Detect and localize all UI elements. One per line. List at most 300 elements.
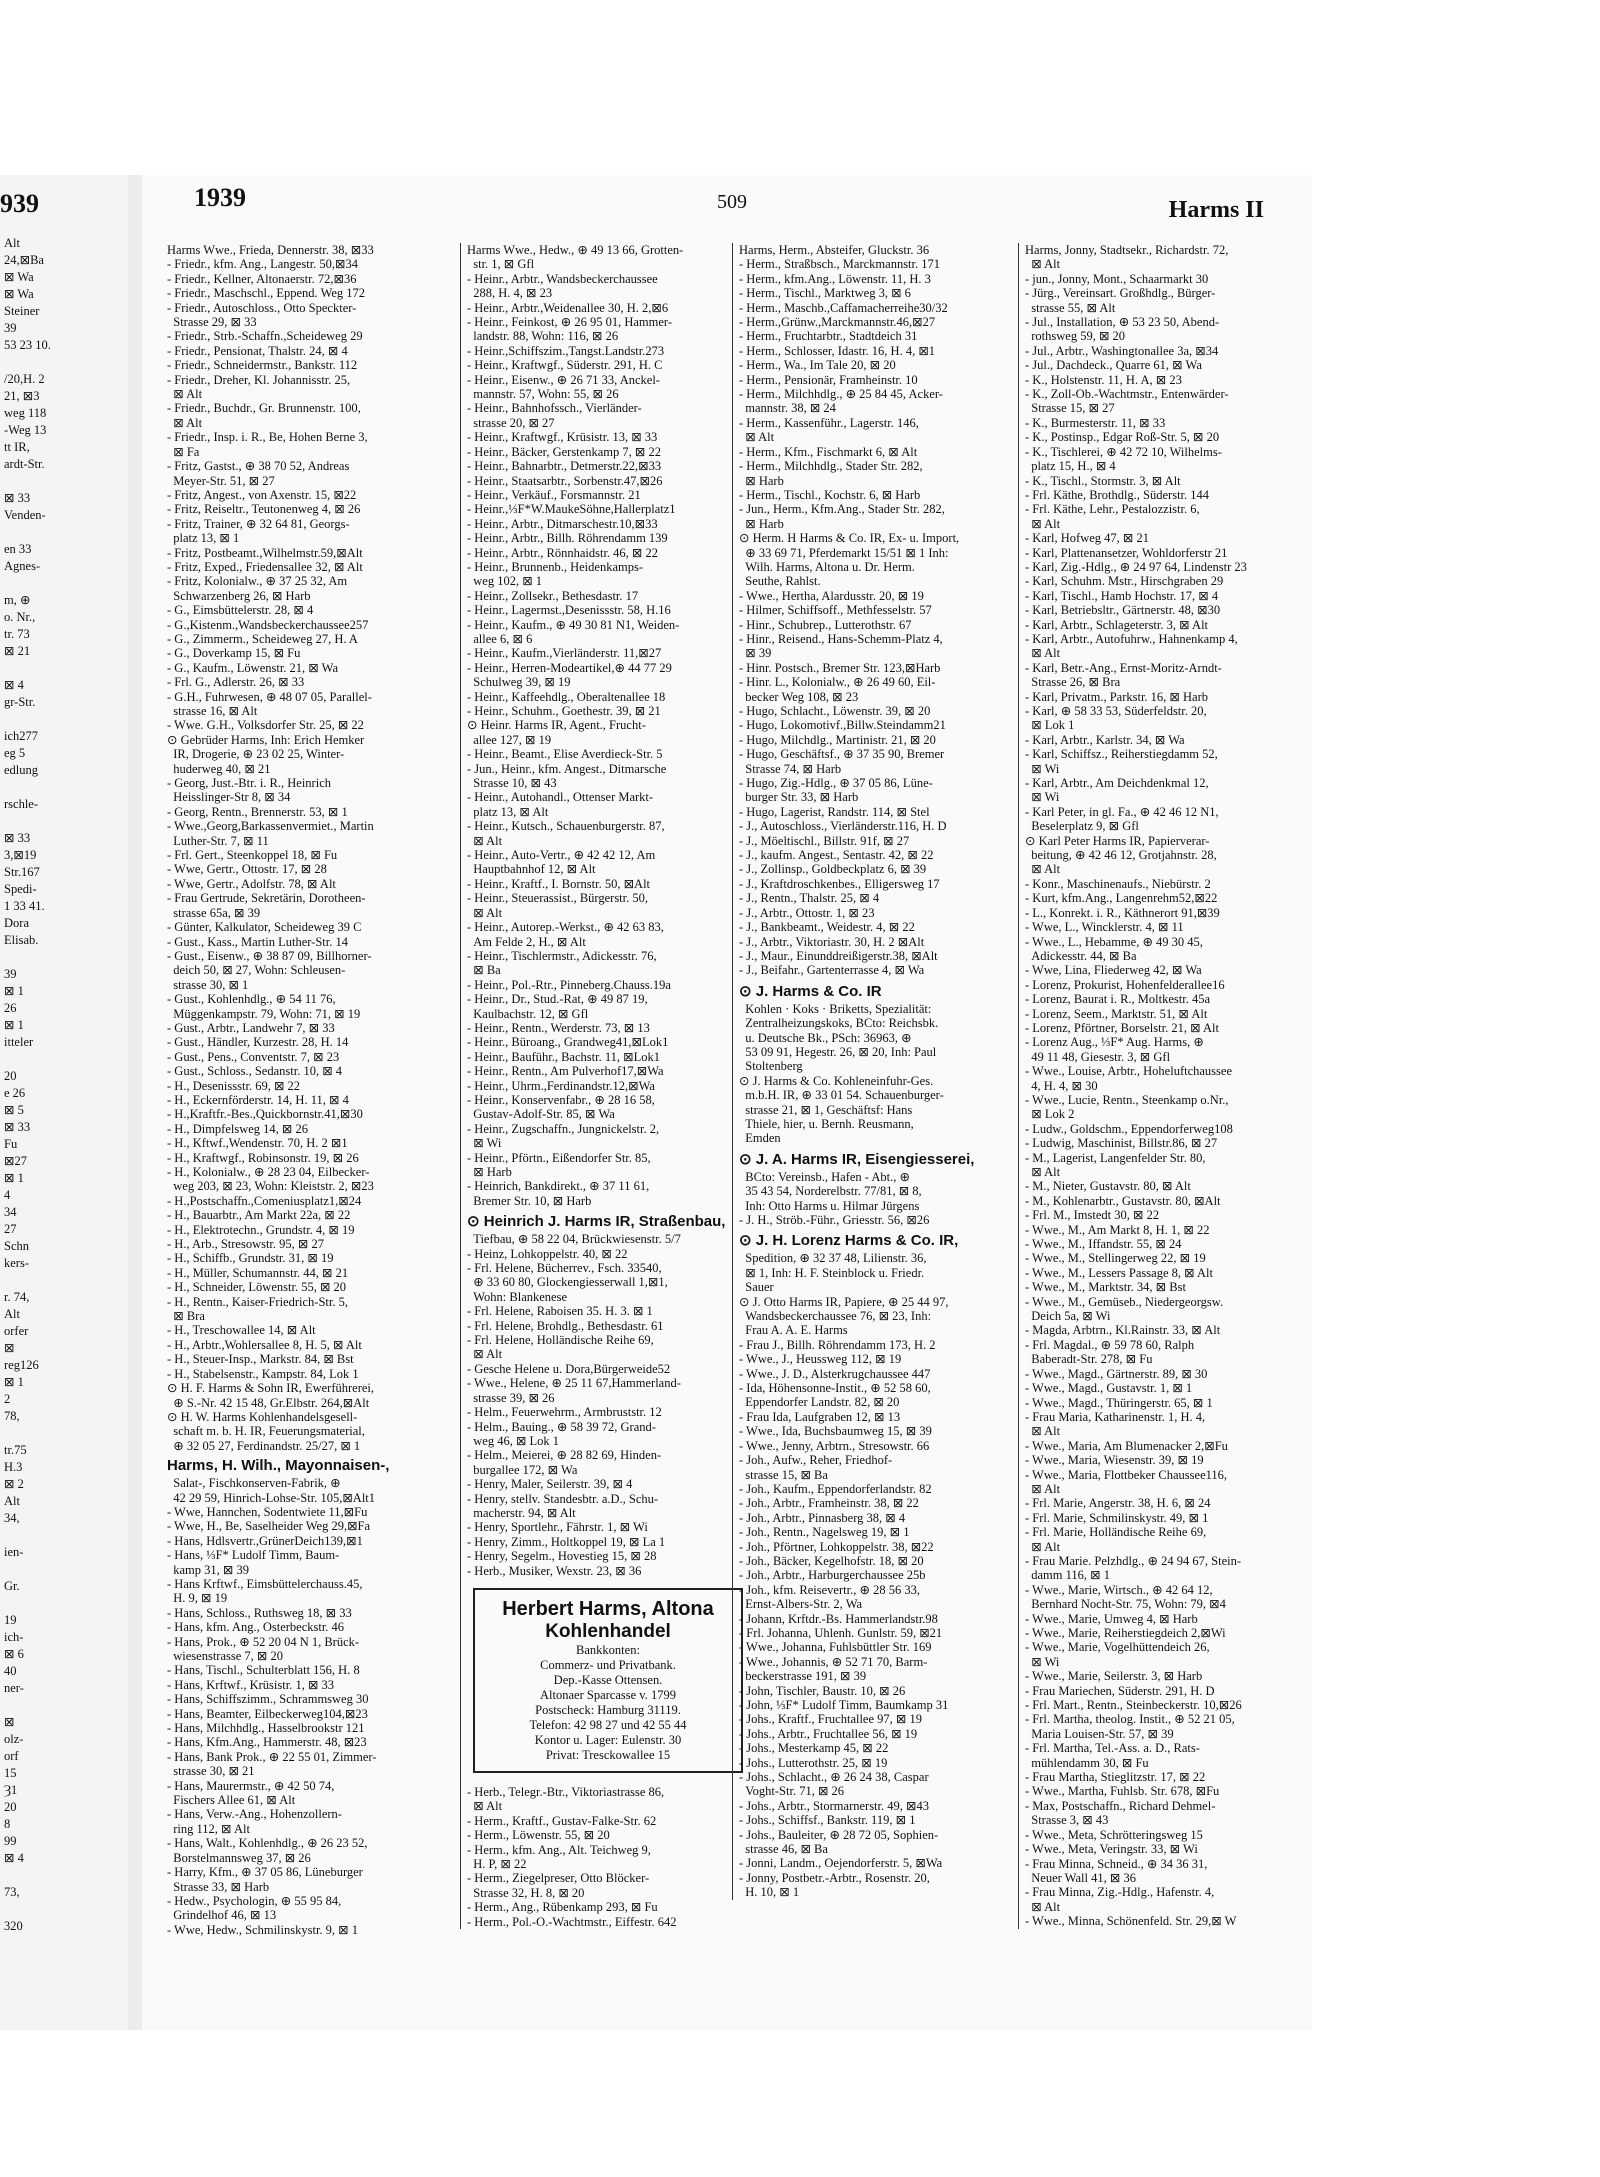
directory-entry: - Frl. Martha, Tel.-Ass. a. D., Rats-: [1025, 1741, 1200, 1756]
directory-entry: H. 10, ⊠ 1: [739, 1885, 800, 1900]
directory-entry: - Heinr., Staatsarbtr., Sorbenstr.47,⊠26: [467, 473, 663, 488]
previous-page-fragment: [4, 1595, 126, 1612]
directory-entry: - Herm., Wa., Im Tale 20, ⊠ 20: [739, 358, 896, 373]
directory-entry: - Gust., Arbtr., Landwehr 7, ⊠ 33: [167, 1020, 335, 1035]
directory-entry: Strasse 10, ⊠ 43: [467, 776, 557, 791]
directory-entry: - Joh., Bäcker, Kegelhofstr. 18, ⊠ 20: [739, 1553, 924, 1568]
directory-entry: - Hugo, Zig.-Hdlg., ⊕ 37 05 86, Lüne-: [739, 776, 933, 791]
directory-entry: - Friedr., Maschschl., Eppend. Weg 172: [167, 286, 366, 301]
previous-page-fragment: Alt: [4, 1307, 20, 1321]
directory-entry: damm 116, ⊠ 1: [1025, 1568, 1111, 1583]
directory-entry: - Friedr., Pensionat, Thalstr. 24, ⊠ 4: [167, 343, 348, 358]
directory-entry: weg 102, ⊠ 1: [467, 574, 543, 589]
directory-entry: - Hinr. L., Kolonialw., ⊕ 26 49 60, Eil-: [739, 675, 936, 690]
directory-entry: - Gust., Kass., Martin Luther-Str. 14: [167, 934, 348, 949]
directory-entry: Tiefbau, ⊕ 58 22 04, Brückwiesenstr. 5/7: [467, 1232, 681, 1247]
directory-entry: IR, Drogerie, ⊕ 23 02 25, Winter-: [167, 747, 345, 762]
directory-entry: - Hinr., Schubrep., Lutterothstr. 67: [739, 617, 912, 632]
directory-entry: - Fritz, Trainer, ⊕ 32 64 81, Georgs-: [167, 516, 350, 531]
previous-page-fragment: ⊠ 1: [4, 1375, 24, 1389]
directory-entry: Deich 5a, ⊠ Wi: [1025, 1309, 1111, 1324]
directory-entry: - Joh., Arbtr., Harburgerchaussee 25b: [739, 1568, 926, 1583]
directory-page: [142, 175, 1312, 2030]
directory-entry: - Wwe., J., Heussweg 112, ⊠ 19: [739, 1352, 902, 1367]
previous-page-fragment: itteler: [4, 1035, 34, 1049]
directory-entry: - Wwe., Helene, ⊕ 25 11 67,Hammerland-: [467, 1376, 681, 1391]
page-number: 509: [717, 191, 747, 213]
directory-entry: - Lorenz, Prokurist, Hohenfelderallee16: [1025, 977, 1225, 992]
directory-entry: - Ludwig, Maschinist, Billstr.86, ⊠ 27: [1025, 1136, 1218, 1151]
directory-entry: macherstr. 94, ⊠ Alt: [467, 1505, 576, 1520]
directory-entry: - Fritz, Reiseltr., Teutonenweg 4, ⊠ 26: [167, 502, 361, 517]
directory-entry: - Wwe., Magd., Gärtnerstr. 89, ⊠ 30: [1025, 1366, 1208, 1381]
directory-entry: - Jonni, Landm., Oejendorferstr. 5, ⊠Wa: [739, 1856, 943, 1871]
directory-entry: - Frl. Martha, theolog. Instit., ⊕ 52 21 05,: [1025, 1712, 1235, 1727]
directory-entry: - Herm., Milchhdlg., Stader Str. 282,: [739, 459, 923, 474]
directory-entry: ⊠ Alt: [1025, 1481, 1061, 1496]
directory-entry: - Wwe., M., Am Markt 8, H. 1, ⊠ 22: [1025, 1222, 1210, 1237]
directory-entry: - Karl, Zig.-Hdlg., ⊕ 24 97 64, Lindenstr 23: [1025, 559, 1247, 574]
previous-page-fragment: [4, 575, 126, 592]
previous-page-fragment: ⊠ 33: [4, 1120, 31, 1134]
directory-entry: - J. H., Ströb.-Führ., Griesstr. 56, ⊠26: [739, 1213, 930, 1227]
directory-entry: Voght-Str. 71, ⊠ 26: [739, 1784, 845, 1799]
directory-entry: - Joh., Arbtr., Framheinstr. 38, ⊠ 22: [739, 1496, 919, 1511]
directory-entry: - Günter, Kalkulator, Scheideweg 39 C: [167, 920, 362, 935]
directory-entry: Gustav-Adolf-Str. 85, ⊠ Wa: [467, 1107, 615, 1122]
directory-entry: - L., Konrekt. i. R., Käthnerort 91,⊠39: [1025, 905, 1220, 920]
directory-entry: - Lorenz Aug., ⅓F* Aug. Harms, ⊕: [1025, 1035, 1204, 1050]
directory-entry: - Lorenz, Pförtner, Borselstr. 21, ⊠ Alt: [1025, 1020, 1219, 1035]
directory-entry: Harms Wwe., Frieda, Dennerstr. 38, ⊠33: [167, 243, 374, 257]
directory-entry: - G.,Kistenm.,Wandsbeckerchaussee257: [167, 617, 369, 632]
directory-entry: - Harry, Kfm., ⊕ 37 05 86, Lüneburger: [167, 1865, 363, 1880]
previous-page-fragment: 320: [4, 1919, 23, 1933]
directory-entry: - Heinr., Kraftwgf., Süderstr. 291, H. C: [467, 358, 663, 373]
directory-entry: burger Str. 33, ⊠ Harb: [739, 790, 859, 805]
previous-page-fragment: eg 5: [4, 746, 26, 760]
previous-page-fragment: tr. 73: [4, 627, 30, 641]
previous-page-fragment: [4, 1425, 126, 1442]
directory-entry: - Magda, Arbtrn., Kl.Rainstr. 33, ⊠ Alt: [1025, 1323, 1221, 1338]
directory-entry: - Frl. G., Adlerstr. 26, ⊠ 33: [167, 675, 305, 690]
directory-entry: - Wwe., Johanna, Fuhlsbüttler Str. 169: [739, 1640, 932, 1655]
directory-entry: - Hans, Walt., Kohlenhdlg., ⊕ 26 23 52,: [167, 1836, 368, 1851]
previous-page-fragment: kers-: [4, 1256, 29, 1270]
directory-entry: - Karl, ⊕ 58 33 53, Süderfeldstr. 20,: [1025, 704, 1207, 718]
previous-page-fragment: tr.75: [4, 1443, 27, 1457]
directory-entry: - K., Zoll-Ob.-Wachtmstr., Entenwärder-: [1025, 387, 1229, 402]
directory-entry: Hauptbahnhof 12, ⊠ Alt: [467, 862, 596, 877]
directory-entry: - Johs., Kraftf., Fruchtallee 97, ⊠ 19: [739, 1712, 923, 1727]
directory-entry: strasse 30, ⊠ 1: [167, 977, 249, 992]
directory-entry: - Heinr., Lagermst.,Desenissstr. 58, H.16: [467, 603, 671, 618]
directory-entry: - Heinr., Rentn., Werderstr. 73, ⊠ 13: [467, 1020, 650, 1035]
previous-page-fragment: o. Nr.,: [4, 610, 36, 624]
directory-entry: - Wwe., Jenny, Arbtrn., Stresowstr. 66: [739, 1438, 930, 1453]
company-entry-heading: ⊙ J. A. Harms IR, Eisengiesserei,: [739, 1150, 975, 1168]
previous-page-fragment: 27: [4, 1222, 17, 1236]
directory-entry: Strasse 33, ⊠ Harb: [167, 1879, 270, 1894]
directory-entry: ⊠ Alt: [1025, 1424, 1061, 1439]
directory-entry: - Hans, Bank Prok., ⊕ 22 55 01, Zimmer-: [167, 1749, 377, 1764]
directory-entry: - Heinr., Kraftwgf., Krüsistr. 13, ⊠ 33: [467, 430, 658, 445]
directory-entry: H. 9, ⊠ 19: [167, 1591, 228, 1606]
directory-entry: weg 46, ⊠ Lok 1: [467, 1433, 560, 1448]
directory-entry: - G., Kaufm., Löwenstr. 21, ⊠ Wa: [167, 660, 339, 675]
directory-entry: Strasse 29, ⊠ 33: [167, 315, 257, 330]
directory-entry: - J., Autoschloss., Vierländerstr.116, H. D: [739, 819, 947, 834]
directory-entry: Zentralheizungskoks, BCto: Reichsbk.: [739, 1016, 939, 1031]
previous-page-fragment: ⊠ 2: [4, 1477, 24, 1491]
directory-entry: - Wwe., M., Gemüseb., Niedergeorgsw.: [1025, 1294, 1224, 1309]
directory-entry: platz 13, ⊠ 1: [167, 531, 240, 546]
directory-entry: Grindelhof 46, ⊠ 13: [167, 1908, 277, 1923]
directory-entry: - H.,Kraftfr.-Bes.,Quickbornstr.41,⊠30: [167, 1107, 363, 1122]
book-gutter: [128, 175, 142, 2030]
directory-entry: - Wwe., Minna, Schönenfeld. Str. 29,⊠ W: [1025, 1914, 1237, 1929]
directory-entry: ring 112, ⊠ Alt: [167, 1821, 250, 1836]
directory-column-3: [732, 243, 1039, 1900]
directory-entry: - Heinr., Zollsekr., Bethesdastr. 17: [467, 588, 639, 603]
advertisement-line: Altonaer Sparcasse v. 1799: [540, 1687, 676, 1702]
directory-entry: burgallee 172, ⊠ Wa: [467, 1462, 578, 1477]
directory-entry: - H., Treschowallee 14, ⊠ Alt: [167, 1323, 316, 1338]
directory-entry: - Herm., Maschb.,Caffamacherreihe30/32: [739, 300, 948, 315]
directory-entry: ⊠ Alt: [1025, 1165, 1061, 1179]
previous-page-fragment: Fu: [4, 1137, 18, 1151]
directory-entry: ⊠ Harb: [467, 1165, 512, 1179]
directory-entry: Salat-, Fischkonserven-Fabrik, ⊕: [167, 1476, 341, 1491]
directory-entry: - Ida, Höhensonne-Instit., ⊕ 52 58 60,: [739, 1381, 931, 1396]
directory-entry: Bernhard Nocht-Str. 75, Wohn: 79, ⊠4: [1025, 1597, 1226, 1612]
directory-entry: mannstr. 38, ⊠ 24: [739, 401, 836, 416]
directory-entry: - Wwe., Magd., Thüringerstr. 65, ⊠ 1: [1025, 1395, 1213, 1410]
previous-page-fragment: ⊠ Wa: [4, 287, 34, 301]
directory-entry: - Joh., Kaufm., Eppendorferlandstr. 82: [739, 1481, 932, 1496]
previous-page-fragment: ⊠: [4, 1341, 15, 1355]
directory-entry: ⊠ Lok 2: [1025, 1107, 1075, 1122]
directory-entry: - Frl. Käthe, Lehr., Pestalozzistr. 6,: [1025, 502, 1200, 517]
previous-page-fragment: rschle-: [4, 797, 39, 811]
directory-entry: - Frl. Marie, Holländische Reihe 69,: [1025, 1525, 1207, 1540]
directory-entry: - Fritz, Angest., von Axenstr. 15, ⊠22: [167, 487, 357, 502]
previous-page-fragment: ⊠ 4: [4, 678, 24, 692]
directory-entry: - Hans, Schloss., Ruthsweg 18, ⊠ 33: [167, 1605, 352, 1620]
directory-entry: ⊙ H. F. Harms & Sohn IR, Ewerführerei,: [167, 1381, 375, 1396]
directory-entry: - Wwe., Meta, Schrötteringsweg 15: [1025, 1827, 1203, 1842]
directory-entry: - Friedr., Insp. i. R., Be, Hohen Berne 3,: [167, 430, 368, 445]
previous-page-fragment: e 26: [4, 1086, 26, 1100]
directory-entry: ⊙ Heinr. Harms IR, Agent., Frucht-: [467, 718, 646, 733]
directory-entry: - Wwe., Magd., Gustavstr. 1, ⊠ 1: [1025, 1381, 1193, 1396]
directory-entry: - Lorenz, Baurat i. R., Moltkestr. 45a: [1025, 992, 1211, 1007]
directory-entry: - Kurt, kfm.Ang., Langenrehm52,⊠22: [1025, 891, 1218, 906]
directory-entry: - Wwe., Maria, Wiesenstr. 39, ⊠ 19: [1025, 1453, 1204, 1468]
previous-page-fragment: orf: [4, 1749, 19, 1763]
directory-entry: - Karl, Betriebsltr., Gärtnerstr. 48, ⊠30: [1025, 603, 1221, 618]
directory-entry: - J., Arbtr., Ottostr. 1, ⊠ 23: [739, 905, 875, 920]
previous-page-fragment: 24,⊠Ba: [4, 253, 44, 267]
directory-entry: - Frau Ida, Laufgraben 12, ⊠ 13: [739, 1409, 901, 1424]
directory-entry: becker Weg 108, ⊠ 23: [739, 689, 859, 704]
directory-entry: - Wwe, Lina, Fliederweg 42, ⊠ Wa: [1025, 963, 1202, 978]
previous-page-fragment: 20: [4, 1800, 17, 1814]
previous-page-fragment: [4, 473, 126, 490]
directory-entry: kamp 31, ⊠ 39: [167, 1562, 249, 1577]
previous-page-fragment: 8: [4, 1817, 11, 1831]
directory-entry: Meyer-Str. 51, ⊠ 27: [167, 473, 275, 488]
previous-page-fragment: [4, 813, 126, 830]
directory-entry: - Heinr., Bahnarbtr., Detmerstr.22,⊠33: [467, 459, 662, 474]
previous-page-fragment: 1 33 41.: [4, 899, 45, 913]
directory-entry: - Herm., Fruchtarbtr., Stadtdeich 31: [739, 329, 918, 344]
directory-entry: - Karl, Arbtr., Karlstr. 34, ⊠ Wa: [1025, 732, 1185, 747]
directory-entry: - Ludw., Goldschm., Eppendorferweg108: [1025, 1121, 1233, 1136]
directory-entry: - Joh., Arbtr., Pinnasberg 38, ⊠ 4: [739, 1510, 906, 1525]
directory-entry: Strasse 32, H. 8, ⊠ 20: [467, 1885, 585, 1900]
directory-entry: strasse 16, ⊠ Alt: [167, 704, 258, 718]
previous-page-fragment: 2: [4, 1392, 11, 1406]
directory-entry: - Wwe., Marie, Vogelhüttendeich 26,: [1025, 1640, 1210, 1655]
directory-entry: - Georg, Just.-Btr. i. R., Heinrich: [167, 776, 331, 791]
directory-entry: - Frau Gertrude, Sekretärin, Dorotheen-: [167, 891, 366, 906]
directory-entry: - Frl. Gert., Steenkoppel 18, ⊠ Fu: [167, 848, 338, 863]
previous-page-fragment: Venden-: [4, 508, 46, 522]
previous-page-fragment: m, ⊕: [4, 593, 31, 607]
directory-entry: deich 50, ⊠ 27, Wohn: Schleusen-: [167, 963, 346, 978]
directory-entry: - Hans, Prok., ⊕ 52 20 04 N 1, Brück-: [167, 1634, 360, 1649]
directory-entry: - Frl. Mart., Rentn., Steinbeckerstr. 10,⊠26: [1025, 1698, 1242, 1713]
directory-entry: - Herm., Löwenstr. 55, ⊠ 20: [467, 1828, 610, 1843]
directory-entry: - Friedr., Strb.-Schaffn.,Scheideweg 29: [167, 329, 363, 344]
directory-entry: - Hans, Verw.-Ang., Hohenzollern-: [167, 1807, 342, 1822]
directory-entry: - Wwe, H., Be, Saselheider Weg 29,⊠Fa: [167, 1519, 371, 1534]
directory-entry: Strasse 15, ⊠ 27: [1025, 401, 1115, 416]
directory-entry: - Wwe., Hertha, Alardusstr. 20, ⊠ 19: [739, 588, 924, 603]
directory-entry: - Heinr., Auto-Vertr., ⊕ 42 42 12, Am: [467, 848, 656, 863]
directory-entry: ⊠ Alt: [739, 430, 775, 445]
directory-entry: - H., Schneider, Löwenstr. 55, ⊠ 20: [167, 1280, 347, 1295]
advertisement-line: Telefon: 42 98 27 und 42 55 44: [529, 1717, 687, 1732]
directory-entry: - Herm., kfm. Ang., Alt. Teichweg 9,: [467, 1842, 651, 1857]
directory-entry: - Helm., Feuerwehrm., Armbruststr. 12: [467, 1405, 662, 1420]
directory-entry: - jun., Jonny, Mont., Schaarmarkt 30: [1025, 271, 1209, 286]
directory-entry: - Gesche Helene u. Dora,Bürgerweide52: [467, 1361, 671, 1376]
directory-entry: - Karl, Schiffsz., Reiherstiegdamm 52,: [1025, 747, 1218, 762]
directory-column-2: [460, 243, 749, 1929]
directory-entry: beitung, ⊕ 42 46 12, Grotjahnstr. 28,: [1025, 848, 1217, 863]
directory-entry: - Frau Mariechen, Süderstr. 291, H. D: [1025, 1683, 1215, 1698]
directory-entry: 4, H. 4, ⊠ 30: [1025, 1078, 1098, 1093]
directory-entry: - Jul., Arbtr., Washingtonallee 3a, ⊠34: [1025, 343, 1219, 358]
directory-entry: - Herm., Pol.-O.-Wachtmstr., Eiffestr. 642: [467, 1914, 677, 1929]
directory-entry: - Frau Minna, Schneid., ⊕ 34 36 31,: [1025, 1856, 1208, 1871]
directory-entry: Inh: Otto Harms u. Hilmar Jürgens: [739, 1198, 920, 1213]
directory-entry: - Heinr., Arbtr., Wandsbeckerchaussee: [467, 271, 658, 286]
directory-entry: - Heinr., Konservenfabr., ⊕ 28 16 58,: [467, 1092, 655, 1107]
directory-entry: - Frl. M., Imstedt 30, ⊠ 22: [1025, 1208, 1160, 1223]
directory-entry: Harms, Herm., Absteifer, Gluckstr. 36: [739, 243, 930, 257]
advertisement-subtitle: Kohlenhandel: [545, 1620, 671, 1642]
directory-entry: ⊠ Bra: [167, 1309, 205, 1324]
directory-entry: mannstr. 57, Wohn: 55, ⊠ 26: [467, 387, 619, 402]
directory-entry: - Hinr., Reisend., Hans-Schemm-Platz 4,: [739, 631, 943, 646]
previous-page-fragment: Ȝ1: [4, 1783, 18, 1797]
previous-page-fragment: reg126: [4, 1358, 39, 1372]
directory-entry: - Hedw., Psychologin, ⊕ 55 95 84,: [167, 1893, 342, 1908]
directory-entry: - Karl, Schuhm. Mstr., Hirschgraben 29: [1025, 574, 1224, 589]
previous-page-fragment: [4, 1561, 126, 1578]
directory-entry: - J., Rentn., Thalstr. 25, ⊠ 4: [739, 891, 880, 906]
directory-entry: - Friedr., Buchdr., Gr. Brunnenstr. 100,: [167, 401, 361, 416]
directory-entry: - J., Maur., Einunddreißigerstr.38, ⊠Alt: [739, 948, 938, 963]
directory-entry: - Max, Postschaffn., Richard Dehmel-: [1025, 1798, 1216, 1813]
directory-entry: ⊠ Ba: [467, 963, 501, 978]
advertisement-line: Dep.-Kasse Ottensen.: [553, 1672, 663, 1687]
previous-page-fragment: 34,: [4, 1511, 20, 1525]
previous-page-fragment: ich-: [4, 1630, 24, 1644]
directory-entry: - Herm., Kfm., Fischmarkt 6, ⊠ Alt: [739, 444, 918, 459]
directory-entry: - Heinr., Feinkost, ⊕ 26 95 01, Hammer-: [467, 315, 672, 330]
previous-page-fragment: 99: [4, 1834, 17, 1848]
directory-entry: Kaulbachstr. 12, ⊠ Gfl: [467, 1006, 589, 1021]
previous-page-fragment: ⊠ 4: [4, 1851, 24, 1865]
directory-entry: landstr. 88, Wohn: 116, ⊠ 26: [467, 329, 619, 344]
previous-page-fragment: ⊠27: [4, 1154, 27, 1168]
directory-entry: - H., Kftwf.,Wendenstr. 70, H. 2 ⊠1: [167, 1136, 348, 1151]
directory-entry: - Herm., Pensionär, Framheinstr. 10: [739, 372, 918, 387]
directory-entry: - Heinr., Arbtr., Ditmarschestr.10,⊠33: [467, 516, 658, 531]
directory-entry: - Johs., Lutterothstr. 25, ⊠ 19: [739, 1755, 888, 1770]
directory-entry: - Heinr., Arbtr., Billh. Röhrendamm 139: [467, 531, 668, 546]
directory-entry: ⊠ Lok 1: [1025, 718, 1075, 733]
directory-entry: - Wwe., Maria, Flottbeker Chaussee116,: [1025, 1467, 1228, 1482]
previous-page-fragment: 20: [4, 1069, 17, 1083]
directory-entry: ⊠ Harb: [739, 516, 784, 531]
directory-entry: Strasse 3, ⊠ 43: [1025, 1813, 1109, 1828]
directory-entry: Baberadt-Str. 278, ⊠ Fu: [1025, 1352, 1153, 1367]
directory-entry: - Hugo, Schlacht., Löwenstr. 39, ⊠ 20: [739, 704, 931, 718]
directory-entry: Stoltenberg: [739, 1059, 803, 1074]
directory-entry: - Jul., Dachdeck., Quarre 61, ⊠ Wa: [1025, 358, 1202, 373]
directory-entry: - Johann, Krftdr.-Bs. Hammerlandstr.98: [739, 1611, 938, 1626]
directory-entry: Fischers Allee 61, ⊠ Alt: [167, 1793, 296, 1808]
directory-entry: - Friedr., Schneidermstr., Bankstr. 112: [167, 358, 358, 373]
directory-entry: - Jul., Installation, ⊕ 53 23 50, Abend-: [1025, 315, 1220, 330]
directory-entry: - Lorenz, Seem., Marktstr. 51, ⊠ Alt: [1025, 1006, 1208, 1021]
directory-entry: - Heinr., Dr., Stud.-Rat, ⊕ 49 87 19,: [467, 992, 648, 1007]
directory-entry: - Joh., Aufw., Reher, Friedhof-: [739, 1453, 893, 1468]
directory-entry: BCto: Vereinsb., Hafen - Abt., ⊕: [739, 1169, 910, 1184]
page-year: 1939: [194, 183, 246, 212]
directory-entry: - Hans, Schiffszimm., Schrammsweg 30: [167, 1692, 369, 1707]
directory-entry: ⊠ Wi: [1025, 790, 1060, 805]
directory-entry: - Gust., Schloss., Sedanstr. 10, ⊠ 4: [167, 1064, 343, 1079]
previous-page-fragment: ich277: [4, 729, 39, 743]
directory-entry: Maria Louisen-Str. 57, ⊠ 39: [1025, 1726, 1174, 1741]
directory-entry: ⊙ Karl Peter Harms IR, Papierverar-: [1025, 833, 1210, 848]
directory-entry: - Wwe., Johannis, ⊕ 52 71 70, Barm-: [739, 1654, 928, 1669]
previous-page-fragment: olz-: [4, 1732, 24, 1746]
directory-entry: - Hinr. Postsch., Bremer Str. 123,⊠Harb: [739, 660, 941, 675]
directory-entry: 53 09 91, Hegestr. 26, ⊠ 20, Inh: Paul: [739, 1044, 937, 1059]
previous-page-fragment: Gr.: [4, 1579, 20, 1593]
directory-entry: Heisslinger-Str 8, ⊠ 34: [167, 790, 291, 805]
directory-entry: - Johs., Schlacht., ⊕ 26 24 38, Caspar: [739, 1770, 929, 1785]
directory-entry: Luther-Str. 7, ⊠ 11: [167, 833, 269, 848]
directory-entry: - Herm., Ziegelpreser, Otto Blöcker-: [467, 1871, 650, 1886]
previous-page-margin: [0, 175, 131, 2030]
directory-entry: - Wwe., Marie, Umweg 4, ⊠ Harb: [1025, 1611, 1198, 1626]
directory-entry: - H., Kraftwgf., Robinsonstr. 19, ⊠ 26: [167, 1150, 359, 1165]
directory-entry: - Wwe., Maria, Am Blumenacker 2,⊠Fu: [1025, 1438, 1228, 1453]
directory-entry: Adickesstr. 44, ⊠ Ba: [1025, 948, 1137, 963]
directory-entry: - H., Stabelsenstr., Kampstr. 84, Lok 1: [167, 1366, 359, 1381]
directory-entry: - Heinr., Beamt., Elise Averdieck-Str. 5: [467, 747, 663, 762]
directory-entry: - Frl. Käthe, Brothdlg., Süderstr. 144: [1025, 487, 1210, 502]
directory-entry: - Wwe., Lucie, Rentn., Steenkamp o.Nr.,: [1025, 1092, 1229, 1107]
directory-entry: ⊠ Alt: [167, 387, 203, 402]
directory-entry: Ernst-Albers-Str. 2, Wa: [739, 1597, 863, 1612]
directory-entry: - Johs., Schiffsf., Bankstr. 119, ⊠ 1: [739, 1813, 916, 1828]
directory-entry: ⊙ J. Harms & Co. Kohleneinfuhr-Ges.: [739, 1073, 934, 1088]
directory-entry: - Frau Minna, Zig.-Hdlg., Hafenstr. 4,: [1025, 1885, 1215, 1900]
directory-entry: u. Deutsche Bk., PSch: 36963, ⊕: [739, 1030, 912, 1045]
directory-entry: - Heinr., Pförtn., Eißendorfer Str. 85,: [467, 1150, 651, 1165]
directory-entry: Sauer: [739, 1280, 774, 1295]
directory-entry: Borstelmannsweg 37, ⊠ 26: [167, 1850, 311, 1865]
directory-entry: - Karl, Privatm., Parkstr. 16, ⊠ Harb: [1025, 689, 1209, 704]
directory-entry: H. P, ⊠ 22: [467, 1857, 527, 1871]
directory-entry: - Heinrich, Bankdirekt., ⊕ 37 11 61,: [467, 1179, 650, 1194]
directory-entry: Müggenkampstr. 79, Wohn: 71, ⊠ 19: [167, 1006, 361, 1021]
directory-entry: - Joh., Rentn., Nagelsweg 19, ⊠ 1: [739, 1525, 910, 1540]
previous-page-fragment: H.3: [4, 1460, 23, 1474]
previous-page-fragment: [4, 1867, 126, 1884]
directory-entry: ⊕ 32 05 27, Ferdinandstr. 25/27, ⊠ 1: [167, 1438, 361, 1453]
directory-entry: - Helm., Meierei, ⊕ 28 82 69, Hinden-: [467, 1448, 662, 1463]
previous-page-fragment: [4, 1697, 126, 1714]
directory-entry: - Friedr., kfm. Ang., Langestr. 50,⊠34: [167, 257, 359, 272]
directory-entry: - G., Zimmerm., Scheideweg 27, H. A: [167, 631, 358, 646]
directory-entry: - Frl. Marie, Angerstr. 38, H. 6, ⊠ 24: [1025, 1496, 1211, 1511]
directory-entry: wiesenstrasse 7, ⊠ 20: [167, 1649, 284, 1663]
directory-entry: - Hans, kfm. Ang., Osterbeckstr. 46: [167, 1620, 345, 1635]
directory-entry: 288, H. 4, ⊠ 23: [467, 286, 553, 301]
directory-entry: strasse 65a, ⊠ 39: [167, 905, 261, 920]
directory-entry: 42 29 59, Hinrich-Lohse-Str. 105,⊠Alt1: [167, 1490, 376, 1505]
directory-entry: - H., Arb., Stresowstr. 95, ⊠ 27: [167, 1237, 325, 1252]
directory-entry: - Frau Maria, Katharinenstr. 1, H. 4,: [1025, 1409, 1206, 1424]
directory-entry: schaft m. b. H. IR, Feuerungsmaterial,: [167, 1424, 365, 1439]
previous-page-fragment: ⊠ 1: [4, 1018, 24, 1032]
previous-page-fragment: Str.167: [4, 865, 40, 879]
directory-entry: ⊙ Herm. H Harms & Co. IR, Ex- u. Import,: [739, 531, 960, 546]
directory-entry: - Hans, Milchhdlg., Hasselbrookstr 121: [167, 1721, 365, 1736]
advertisement-line: Kontor u. Lager: Eulenstr. 30: [534, 1732, 682, 1747]
directory-entry: - Wwe., Marie, Seilerstr. 3, ⊠ Harb: [1025, 1669, 1203, 1684]
previous-page-fragment: 53 23 10.: [4, 338, 51, 352]
advertisement-title: Herbert Harms, Altona: [502, 1597, 714, 1620]
previous-page-fragment: Steiner: [4, 304, 40, 318]
directory-entry: - Herm., Schlosser, Idastr. 16, H. 4, ⊠1: [739, 343, 936, 358]
directory-entry: - Heinr., Bäcker, Gerstenkamp 7, ⊠ 22: [467, 444, 661, 459]
directory-entry: - Wwe., L., Hebamme, ⊕ 49 30 45,: [1025, 934, 1203, 949]
directory-entry: - Herm., Tischl., Kochstr. 6, ⊠ Harb: [739, 487, 921, 502]
directory-entry: - Wwe, Gertr., Adolfstr. 78, ⊠ Alt: [167, 876, 336, 891]
directory-entry: - Frl. Magdal., ⊕ 59 78 60, Ralph: [1025, 1337, 1195, 1352]
